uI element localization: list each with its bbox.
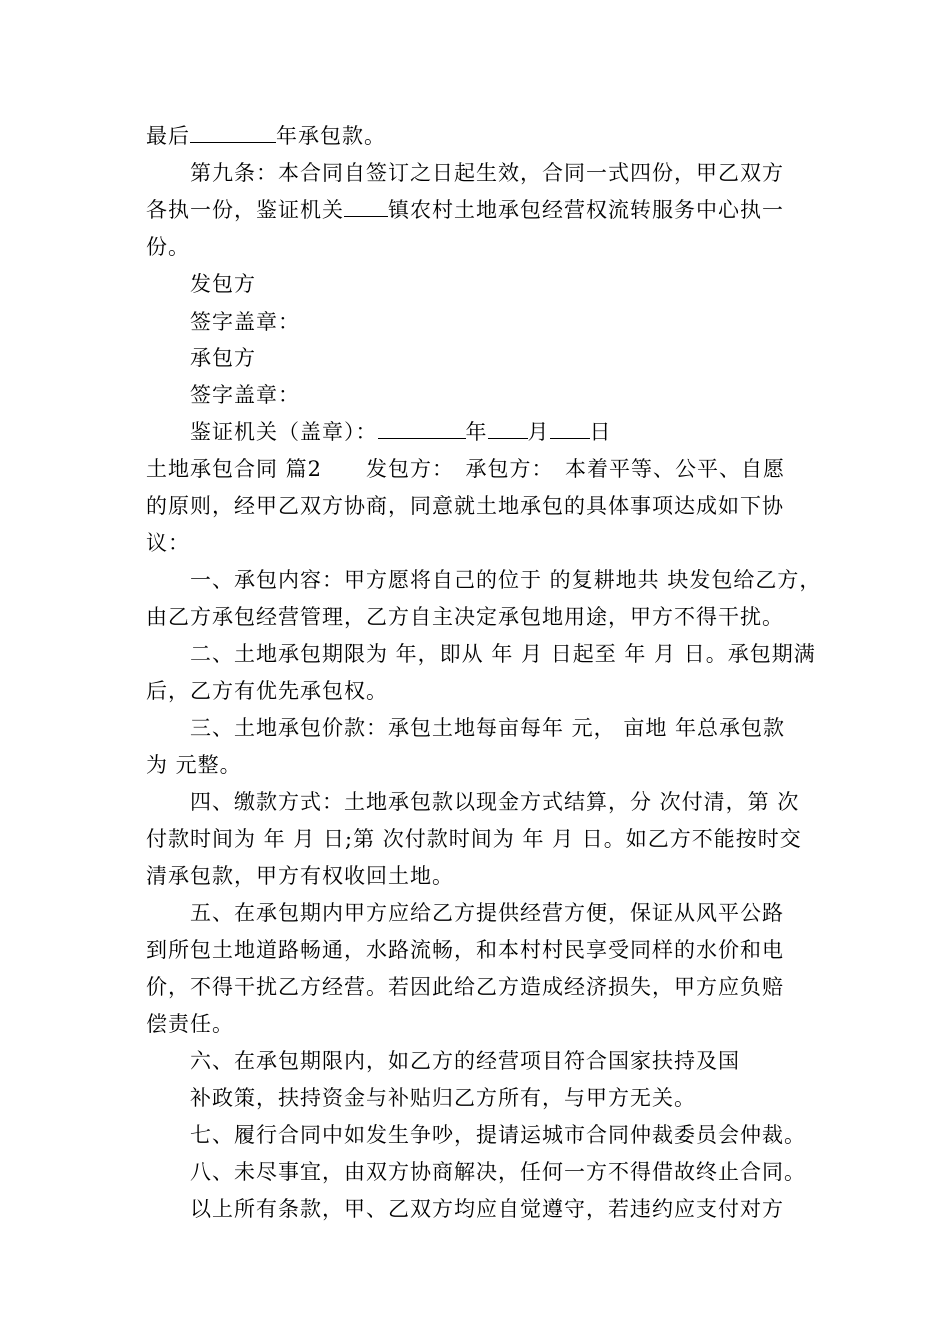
text-line [146,197,784,223]
fill-blank [190,124,276,143]
text-line: 的原则，经甲乙双方协商，同意就土地承包的具体事项达成如下协 [146,494,784,518]
certification-date-line [190,419,612,445]
clause-line: 八、未尽事宜，由双方协商解决，任何一方不得借故终止合同。 [190,1160,806,1184]
text-fragment: 鉴证机关（盖章）： [190,420,378,444]
text-line: 补政策，扶持资金与补贴归乙方所有，与甲方无关。 [190,1086,696,1110]
text-line: 后，乙方有优先承包权。 [146,679,388,703]
text-line: 付款时间为 年 月 日;第 次付款时间为 年 月 日。如乙方不能按时交 [146,827,802,851]
clause-line: 六、在承包期限内，如乙方的经营项目符合国家扶持及国 [190,1049,740,1073]
signature-line: 签字盖章： [190,310,300,334]
text-fragment: 镇农村土地承包经营权流转服务中心执一 [388,198,784,222]
clause-line: 四、缴款方式：土地承包款以现金方式结算，分 次付清，第 次 [190,790,800,814]
text-fragment: 年 [465,420,488,444]
clause-line: 一、承包内容：甲方愿将自己的位于 的复耕地共 块发包给乙方， [190,568,822,592]
text-line: 为 元整。 [146,753,242,777]
signature-line: 签字盖章： [190,383,300,407]
text-fragment: 年承包款。 [276,124,386,148]
fill-blank [344,198,388,217]
fill-blank [378,420,466,439]
text-fragment: 日 [589,420,612,444]
text-line: 清承包款，甲方有权收回土地。 [146,864,454,888]
text-fragment: 月 [527,420,550,444]
clause-line: 以上所有条款，甲、乙双方均应自觉遵守，若违约应支付对方 [190,1197,784,1221]
section-heading: 土地承包合同 篇2 发包方： 承包方： 本着平等、公平、自愿 [146,457,786,481]
text-line: 价，不得干扰乙方经营。若因此给乙方造成经济损失，甲方应负赔 [146,975,784,999]
clause-line: 二、土地承包期限为 年，即从 年 月 日起至 年 月 日。承包期满 [190,642,816,666]
clause-line: 三、土地承包价款：承包土地每亩每年 元， 亩地 年总承包款 [190,716,786,740]
party-b-label: 承包方 [190,346,256,370]
fill-blank [550,420,590,439]
clause-line: 五、在承包期内甲方应给乙方提供经营方便，保证从风平公路 [190,901,784,925]
clause-line: 七、履行合同中如发生争吵，提请运城市合同仲裁委员会仲裁。 [190,1123,806,1147]
text-fragment: 各执一份，鉴证机关 [146,198,344,222]
text-fragment: 最后 [146,124,190,148]
text-line: 到所包土地道路畅通，水路流畅，和本村村民享受同样的水价和电 [146,938,784,962]
party-a-label: 发包方 [190,272,256,296]
text-line: 由乙方承包经营管理，乙方自主决定承包地用途，甲方不得干扰。 [146,605,784,629]
clause-nine-line: 第九条：本合同自签订之日起生效，合同一式四份，甲乙双方 [190,161,784,185]
text-line: 偿责任。 [146,1012,234,1036]
text-line [146,123,386,149]
text-line: 议： [146,531,190,555]
fill-blank [488,420,528,439]
text-line: 份。 [146,235,190,259]
